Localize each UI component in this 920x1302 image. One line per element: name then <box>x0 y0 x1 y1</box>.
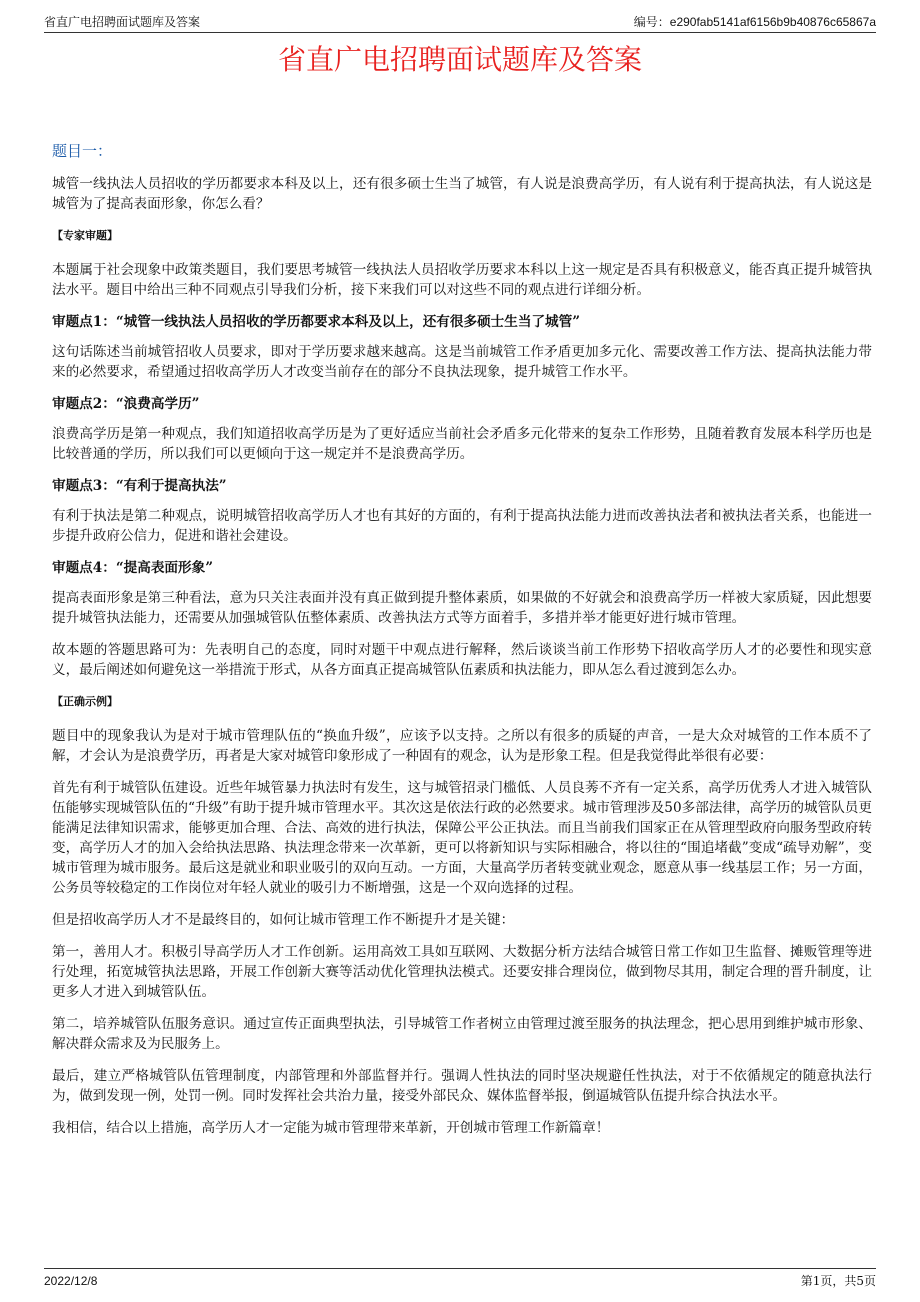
answer-paragraph: 我相信，结合以上措施，高学历人才一定能为城市管理带来革新，开创城市管理工作新篇章！ <box>52 1120 610 1136</box>
answer-paragraph: 第二，培养城管队伍服务意识。通过宣传正面典型执法，引导城管工作者树立由管理过渡至服务的执法理念，把心思用到维护城市形象、解决群众需求及为民服务上。 <box>52 1016 872 1052</box>
page-footer <box>44 1268 876 1289</box>
answer-paragraph: 但是招收高学历人才不是最终目的，如何让城市管理工作不断提升才是关键： <box>52 912 515 928</box>
review-point-heading: 审题点3：“有利于提高执法” <box>52 478 227 494</box>
page-title: 省直广电招聘面试题库及答案 <box>277 43 642 76</box>
answer-paragraph: 题目中的现象我认为是对于城市管理队伍的“换血升级”，应该予以支持。之所以有很多的质疑的声音，一是大众对城管的工作本质不了解，才会认为是浪费学历，再者是大家对城管印象形成了一种固有的观念，认为是形象工程。但是我觉得此举很有必要： <box>52 728 872 764</box>
review-point-heading: 审题点4：“提高表面形象” <box>52 560 214 576</box>
correct-example-label: 【正确示例】 <box>52 695 118 708</box>
answer-paragraph: 首先有利于城管队伍建设。近些年城管暴力执法时有发生，这与城管招录门槛低、人员良莠不齐有一定关系，高学历优秀人才进入城管队伍能够实现城管队伍的“升级”有助于提升城市管理水平。其次这是依法行政的必然要求。城市管理涉及50多部法律，高学历的城管队员更能满足法律知识需求，能够更加合理、合法、高效的进行执法，保障公平公正执法。而且当前我们国家正在从管理型政府向服务型政府转变，高学历人才的加入会给执法思路、执法理念带来一次革新，更可以将新知识与实际相融合，将以往的“围追堵截”变成“疏导劝解”，变城市管理为城市服务。最后这是就业和职业吸引的双向互动。一方面，大量高学历者转变就业观念，愿意从事一线基层工作；另一方面，公务员等较稳定的工作岗位对年轻人就业的吸引力不断增强，这是一个双向选择的过程。 <box>52 780 872 896</box>
review-point-text: 提高表面形象是第三种看法，意为只关注表面并没有真正做到提升整体素质，如果做的不好就会和浪费高学历一样被大家质疑，因此想要提升城管执法能力，还需要从加强城管队伍整体素质、改善执法方式等方面着手，多措并举才能更好进行城市管理。 <box>52 590 872 626</box>
review-point-text: 这句话陈述当前城管招收人员要求，即对于学历要求越来越高。这是当前城管工作矛盾更加多元化、需要改善工作方法、提高执法能力带来的必然要求，希望通过招收高学历人才改变当前存在的部分不良执法现象，提升城管工作水平。 <box>52 344 872 380</box>
question-title: 题目一： <box>52 142 113 160</box>
footer-date: 2022/12/8 <box>44 1274 98 1288</box>
answer-approach: 故本题的答题思路可为：先表明自己的态度，同时对题干中观点进行解释，然后谈谈当前工作形势下招收高学历人才的必要性和现实意义，最后阐述如何避免这一举措流于形式，从各方面真正提高城管队伍素质和执法能力，即从怎么看过渡到怎么办。 <box>52 642 872 678</box>
page-header <box>44 12 876 33</box>
review-point-text: 有利于执法是第二种观点，说明城管招收高学历人才也有其好的方面的，有利于提高执法能力进而改善执法者和被执法者关系，也能进一步提升政府公信力，促进和谐社会建设。 <box>52 508 872 544</box>
question-text: 城管一线执法人员招收的学历都要求本科及以上，还有很多硕士生当了城管，有人说是浪费高学历，有人说有利于提高执法，有人说这是城管为了提高表面形象，你怎么看？ <box>52 176 872 212</box>
answer-paragraph: 第一，善用人才。积极引导高学历人才工作创新。运用高效工具如互联网、大数据分析方法结合城管日常工作如卫生监督、摊贩管理等进行处理，拓宽城管执法思路，开展工作创新大赛等活动优化管理执法模式。还要安排合理岗位，做到物尽其用，制定合理的晋升制度，让更多人才进入到城管队伍。 <box>52 944 872 1000</box>
answer-paragraph: 最后，建立严格城管队伍管理制度，内部管理和外部监督并行。强调人性执法的同时坚决规避任性执法，对于不依循规定的随意执法行为，做到发现一例，处罚一例。同时发挥社会共治力量，接受外部民众、媒体监督举报，倒逼城管队伍提升综合执法水平。 <box>52 1068 872 1104</box>
expert-review-label: 【专家审题】 <box>52 229 118 242</box>
footer-page-number: 第1页，共5页 <box>800 1274 876 1288</box>
header-doc-id: 编号：e290fab5141af6156b9b40876c65867a <box>633 15 876 29</box>
review-point-text: 浪费高学历是第一种观点，我们知道招收高学历是为了更好适应当前社会矛盾多元化带来的复杂工作形势，且随着教育发展本科学历也是比较普通的学历，所以我们可以更倾向于这一规定并不是浪费高学历。 <box>52 426 872 462</box>
expert-intro: 本题属于社会现象中政策类题目，我们要思考城管一线执法人员招收学历要求本科以上这一规定是否具有积极意义，能否真正提升城管执法水平。题目中给出三种不同观点引导我们分析，接下来我们可以对这些不同的观点进行详细分析。 <box>52 262 872 298</box>
review-point-heading: 审题点1：“城管一线执法人员招收的学历都要求本科及以上，还有很多硕士生当了城管” <box>52 314 581 330</box>
header-doc-title: 省直广电招聘面试题库及答案 <box>44 15 201 29</box>
review-point-heading: 审题点2：“浪费高学历” <box>52 396 200 412</box>
document-body <box>52 140 872 1150</box>
